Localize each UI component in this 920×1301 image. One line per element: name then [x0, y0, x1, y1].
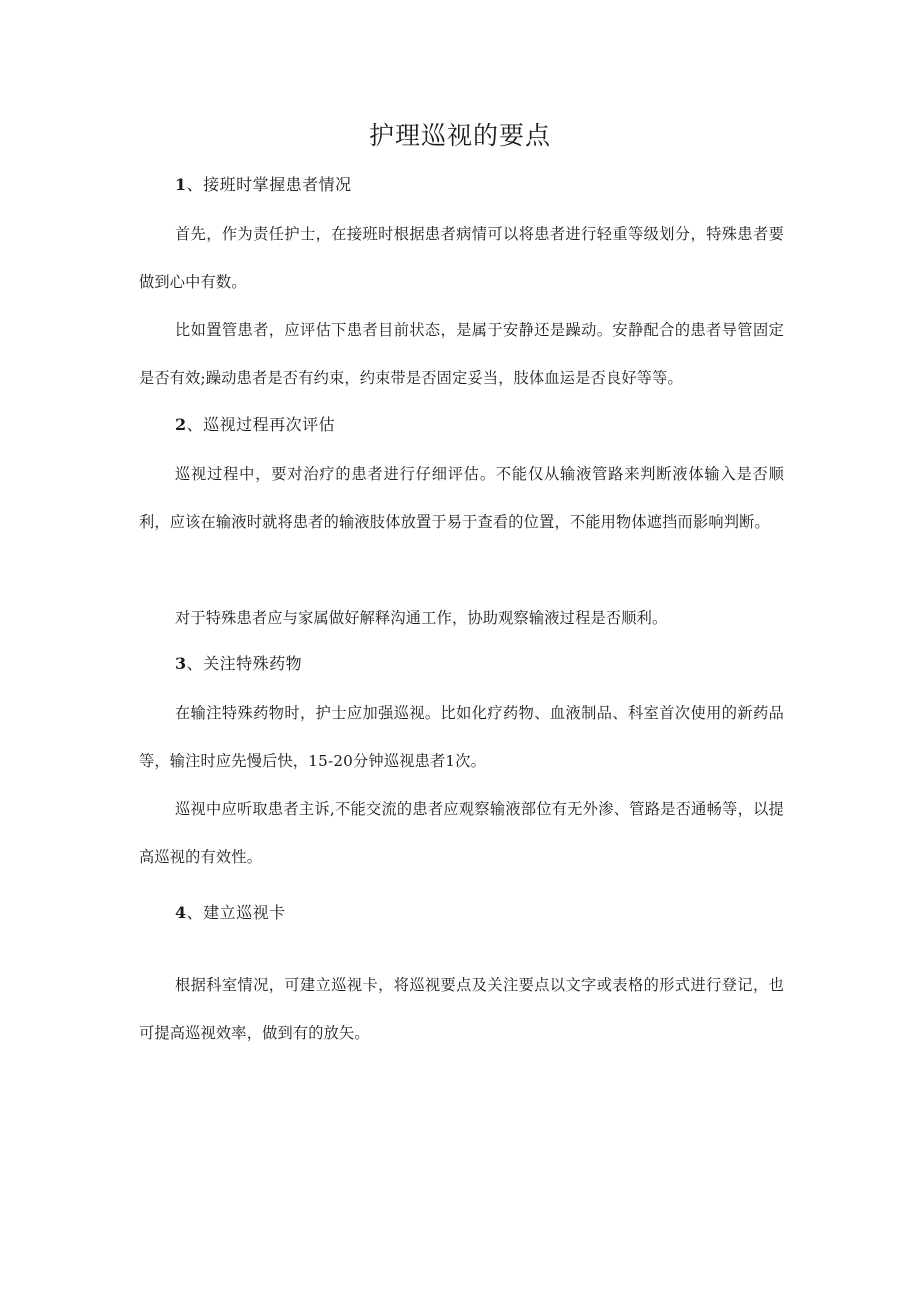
- section-1-paragraph-1: 首先，作为责任护士，在接班时根据患者病情可以将患者进行轻重等级划分，特殊患者要做到心中有数。: [139, 225, 784, 291]
- section-3-paragraph-2: 巡视中应听取患者主诉,不能交流的患者应观察输液部位有无外渗、管路是否通畅等，以提高巡视的有效性。: [139, 800, 784, 866]
- section-4-paragraph-1: 根据科室情况，可建立巡视卡，将巡视要点及关注要点以文字或表格的形式进行登记，也可提高巡视效率，做到有的放矢。: [139, 976, 784, 1042]
- section-number-4: 4: [175, 903, 187, 922]
- section-2-paragraph-1: 巡视过程中，要对治疗的患者进行仔细评估。不能仅从输液管路来判断液体输入是否顺利，应该在输液时就将患者的输液肢体放置于易于查看的位置，不能用物体遮挡而影响判断。: [139, 465, 784, 531]
- section-heading-3: [175, 652, 302, 676]
- section-2-paragraph-2: 对于特殊患者应与家属做好解释沟通工作，协助观察输液过程是否顺利。: [175, 609, 668, 627]
- section-heading-1: [175, 173, 352, 197]
- section-number-2: 2: [175, 415, 187, 434]
- section-3-paragraph-1: 在输注特殊药物时，护士应加强巡视。比如化疗药物、血液制品、科室首次使用的新药品等，输注时应先慢后快，15-20分钟巡视患者1次。: [139, 704, 784, 770]
- section-number-3: 3: [175, 654, 187, 673]
- section-number-1: 1: [175, 175, 187, 194]
- section-heading-2: [175, 413, 335, 437]
- section-heading-text-4: 、建立巡视卡: [186, 903, 286, 922]
- section-heading-4: [175, 901, 286, 925]
- section-1-paragraph-2: 比如置管患者，应评估下患者目前状态，是属于安静还是躁动。安静配合的患者导管固定是否有效;躁动患者是否有约束，约束带是否固定妥当，肢体血运是否良好等等。: [139, 321, 784, 387]
- section-heading-text-3: 、关注特殊药物: [186, 654, 303, 673]
- section-heading-text-1: 、接班时掌握患者情况: [186, 175, 352, 194]
- page-title: 护理巡视的要点: [368, 121, 551, 150]
- section-heading-text-2: 、巡视过程再次评估: [186, 415, 336, 434]
